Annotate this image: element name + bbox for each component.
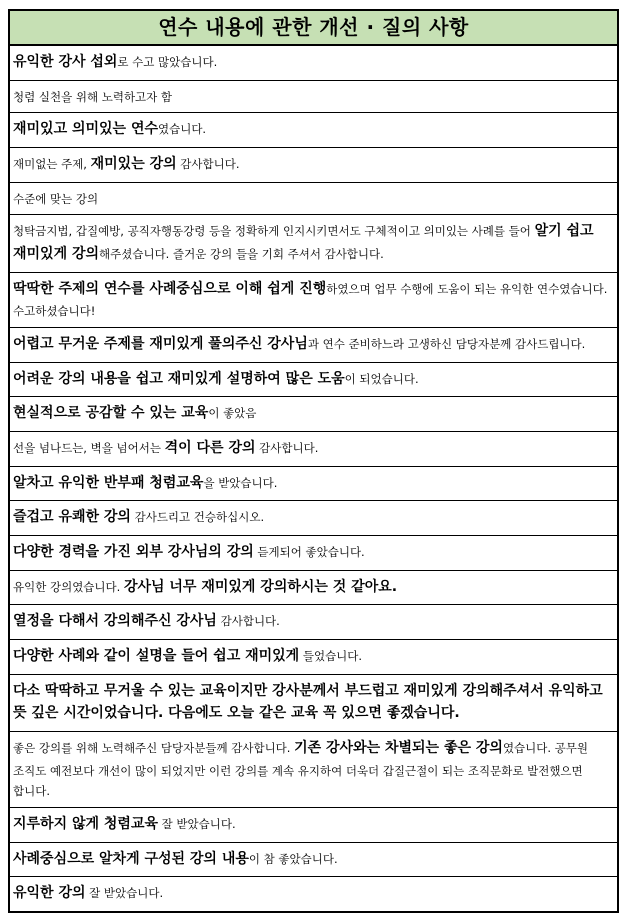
table-row — [10, 147, 617, 182]
feedback-text: 감사드리고 건승하십시오. — [130, 510, 265, 525]
table-row — [10, 639, 617, 674]
feedback-text: 듣게되어 좋았습니다. — [253, 544, 365, 559]
table-row — [10, 731, 617, 807]
feedback-text: 잘 받았습니다. — [85, 886, 164, 901]
feedback-text: 감사합니다. — [255, 440, 319, 455]
table-row — [10, 80, 617, 113]
feedback-text-emphasis: 현실적으로 공감할 수 있는 교육 — [13, 405, 209, 422]
table-row — [10, 272, 617, 327]
feedback-table — [8, 9, 619, 913]
feedback-text: 해주셨습니다. 즐거운 강의 들을 기회 주셔서 감사합니다. — [99, 246, 384, 261]
feedback-text-emphasis: 격이 다른 강의 — [164, 439, 256, 456]
feedback-text: 들었습니다. — [299, 648, 363, 663]
feedback-text: 과 연수 준비하느라 고생하신 담당자분께 감사드립니다. — [307, 336, 586, 351]
feedback-text-emphasis: 재미있고 의미있는 연수 — [13, 121, 158, 138]
feedback-text: 하였으며 업무 수행에 도움이 되는 유익한 연수였습니다. 수고하셨습니다! — [13, 281, 608, 319]
feedback-text: 을 받았습니다. — [203, 475, 278, 490]
table-row — [10, 604, 617, 639]
feedback-text-emphasis: 강사님 너무 재미있게 강의하시는 것 같아요. — [123, 578, 398, 595]
feedback-text-emphasis: 딱딱한 주제의 연수를 사례중심으로 이해 쉽게 진행 — [13, 280, 327, 297]
table-row — [10, 466, 617, 501]
feedback-text: 로 수고 많았습니다. — [117, 55, 218, 69]
table-row — [10, 396, 617, 431]
table-row — [10, 327, 617, 362]
feedback-text: 감사합니다. — [176, 156, 240, 171]
feedback-text: 유익한 강의였습니다. — [13, 579, 124, 594]
table-row — [10, 674, 617, 731]
table-row — [10, 500, 617, 535]
table-row — [10, 362, 617, 397]
feedback-text: 재미없는 주제, — [13, 156, 91, 171]
table-title: 연수 내용에 관한 개선 · 질의 사항 — [10, 11, 617, 46]
feedback-text: 잘 받았습니다. — [158, 816, 236, 831]
feedback-text-emphasis: 어렵고 무거운 주제를 재미있게 풀의주신 강사님 — [13, 335, 308, 352]
feedback-text-emphasis: 유익한 강사 섭외 — [13, 54, 118, 70]
feedback-text: 좋은 강의를 위해 노력해주신 담당자분들께 감사합니다. — [13, 740, 295, 755]
table-row — [10, 46, 617, 80]
feedback-text: 이 좋았음 — [208, 406, 257, 421]
table-row — [10, 842, 617, 877]
table-row — [10, 431, 617, 466]
feedback-text: 이 참 좋았습니다. — [248, 851, 338, 866]
feedback-text: 였습니다. — [158, 122, 207, 137]
feedback-text: 선을 넘나드는, 벽을 넘어서는 — [13, 440, 165, 455]
feedback-text: 수준에 맞는 강의 — [13, 191, 99, 206]
feedback-text-emphasis: 지루하지 않게 청렴교육 — [13, 815, 158, 832]
feedback-text-emphasis: 다소 딱딱하고 무거울 수 있는 교육이지만 강사분께서 부드럽고 재미있게 강의해주셔서 유익하고 뜻 깊은 시간이었습니다. 다음에도 오늘 같은 교육 꼭 있으면 좋겠습니다. — [13, 682, 603, 722]
feedback-text-emphasis: 다양한 경력을 가진 외부 강사님의 강의 — [13, 543, 254, 560]
feedback-text: 감사합니다. — [216, 614, 280, 629]
feedback-text-emphasis: 유익한 강의 — [13, 885, 86, 902]
feedback-text-emphasis: 알기 쉽고 재미있게 강의 — [13, 223, 594, 262]
table-row — [10, 876, 617, 911]
feedback-text-emphasis: 열정을 다해서 강의해주신 강사님 — [13, 613, 217, 630]
feedback-text-emphasis: 다양한 사례와 같이 설명을 들어 쉽고 재미있게 — [13, 647, 300, 664]
feedback-text-emphasis: 재미있는 강의 — [90, 155, 177, 172]
feedback-text: 였습니다. 공무원 조직도 예전보다 개선이 많이 되었지만 이런 강의를 계속 유지하여 더욱더 갑질근절이 되는 조직문화로 발전했으면 합니다. — [13, 740, 589, 799]
feedback-text-emphasis: 어려운 강의 내용을 쉽고 재미있게 설명하여 많은 도움 — [13, 370, 345, 387]
table-row — [10, 535, 617, 570]
feedback-text: 청탁금지법, 갑질예방, 공직자행동강령 등을 정확하게 인지시키면서도 구체적이고 의미있는 사례를 들어 — [13, 224, 535, 239]
feedback-text-emphasis: 즐겁고 유쾌한 강의 — [13, 509, 131, 526]
feedback-text-emphasis: 알차고 유익한 반부패 청렴교육 — [13, 474, 204, 491]
feedback-rows — [10, 46, 617, 911]
table-row — [10, 807, 617, 842]
feedback-text: 청렴 실천을 위해 노력하고자 함 — [13, 89, 173, 104]
feedback-text: 이 되었습니다. — [344, 371, 419, 386]
table-row — [10, 182, 617, 215]
table-row — [10, 570, 617, 605]
feedback-text-emphasis: 사례중심으로 알차게 구성된 강의 내용 — [13, 850, 249, 867]
table-row — [10, 214, 617, 271]
table-row — [10, 112, 617, 147]
feedback-text-emphasis: 기존 강사와는 차별되는 좋은 강의 — [294, 739, 503, 756]
